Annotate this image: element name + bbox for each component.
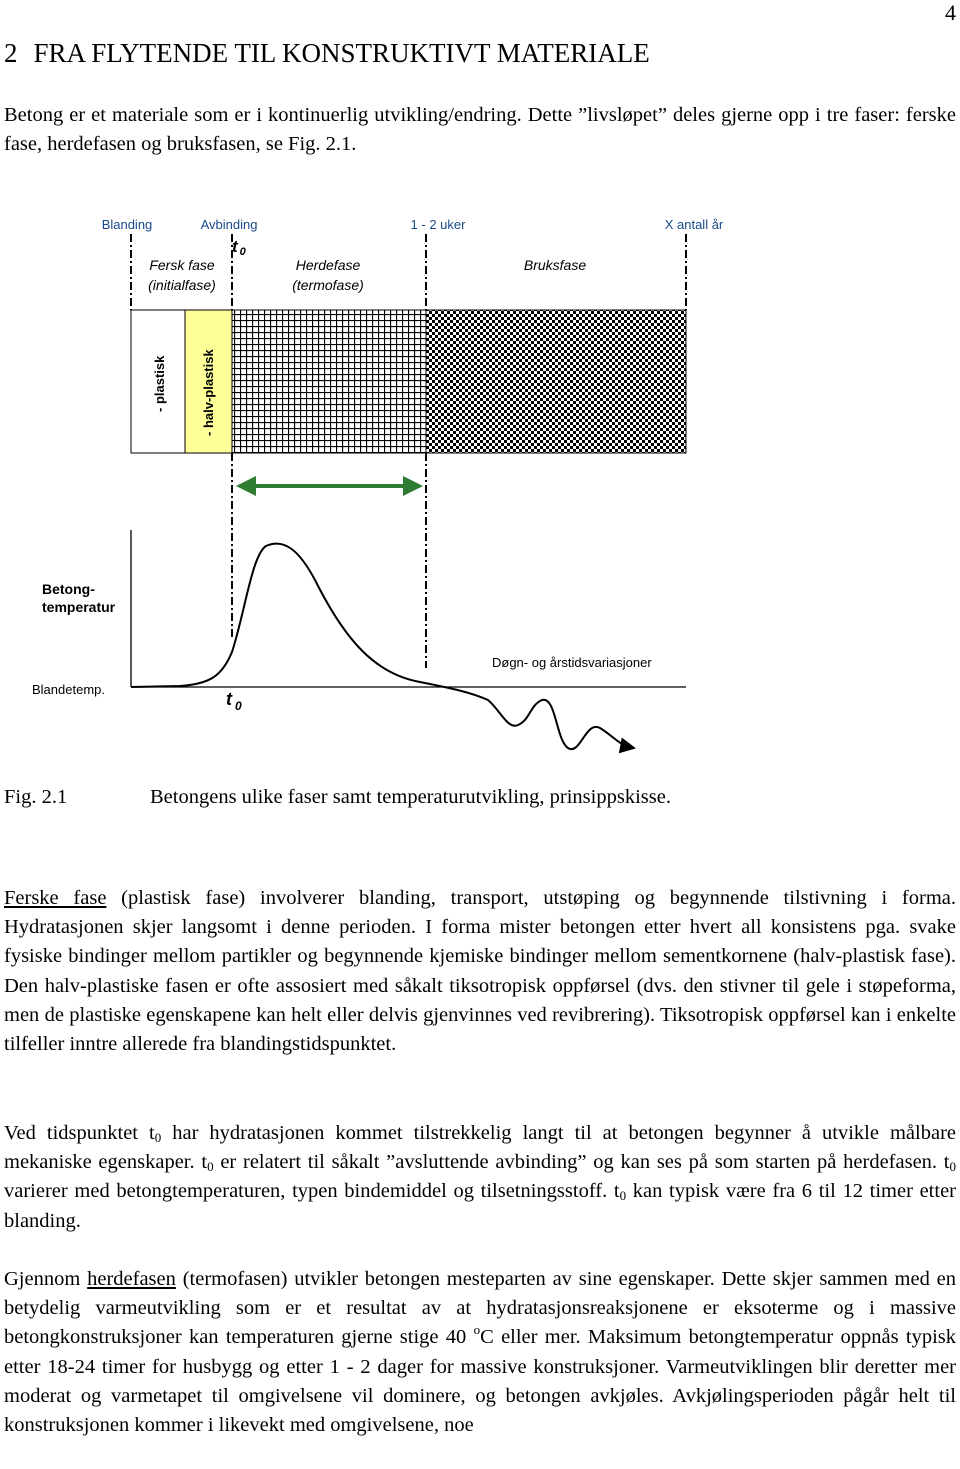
betong-temperatur-label-1: Betong- [42,581,95,597]
herdefase-label: Herdefase [295,257,361,273]
figure-caption-text: Betongens ulike faser samt temperaturutvikling, prinsippskisse. [150,786,671,808]
label-uker: 1 - 2 uker [410,217,466,232]
chapter-number: 2 [4,38,18,68]
chapter-title-text: FRA FLYTENDE TIL KONSTRUKTIVT MATERIALE [33,38,650,68]
figure-caption-number: Fig. 2.1 [4,786,68,808]
temperature-curve [131,544,634,750]
chapter-title [4,38,650,69]
initialfase-label: (initialfase) [148,277,216,293]
paragraph-t0: Ved tidspunktet $t_0$ har hydratasjonen kommet tilstrekkelig langt til at betongen begynner å utvikle målbare mekaniske egenskaper. $t_0$ er relatert til såkalt ”avsluttende avbinding” og kan ses på som starten på herdefasen. $t_0$ varierer med betongtemperaturen, typen bindemiddel og tilsetningsstoff. $t_0$ kan typisk være fra 6 til 12 timer etter blanding. [4,1122,956,1232]
blandetemp-label: Blandetemp. [32,682,105,697]
t0-top-label: t 0 [232,237,246,258]
service-bar [426,310,686,453]
label-blanding: Blanding [101,217,153,232]
betong-temperatur-label-2: temperatur [42,599,116,615]
term-ferske-fase: Ferske fase [4,887,107,909]
termofase-label: (termofase) [292,277,364,293]
hardening-bar [232,310,426,453]
plastisk-label: - plastisk [152,355,167,412]
t0-bottom-label: t $_0$ [226,689,242,713]
phase-figure [0,200,960,780]
fersk-fase-label: Fersk fase [149,257,215,273]
hardening-period-arrow [236,476,423,496]
intro-paragraph: Betong er et materiale som er i kontinuerlig utvikling/endring. Dette ”livsløpet” deles gjerne opp i tre faser: ferske fase, herdefasen og bruksfasen, se Fig. 2.1. [4,104,956,156]
page-number: 4 [945,0,956,25]
bruksfase-label: Bruksfase [523,257,587,273]
paragraph-ferske-fase: Ferske fase (plastisk fase) involverer blanding, transport, utstøping og begynnende tilstivning i forma. Hydratasjonen skjer langsomt i denne perioden. I forma mister betongen etter hvert all konsistens pga. svake fysiske bindinger mellom partikler og begynnende kjemiske bindinger mellom sementkornene (halv-plastisk fase). Den halv-plastiske fasen er ofte assosiert med såkalt tiksotropisk oppførsel (dvs. den stivner til gele i støpeforma, men de plastiske egenskapene kan helt eller delvis gjenvinnes ved revibrering). Tiksotropisk oppførsel kan i enkelte tilfeller inntre allerede fra blandingstidspunktet. [4,887,956,1056]
term-herdefasen: herdefasen [87,1268,176,1290]
label-avbinding: Avbinding [200,217,258,232]
variasjoner-label: Døgn- og årstidsvariasjoner [492,655,652,670]
label-antall-ar: X antall år [664,217,724,232]
paragraph-herdefasen: Gjennom herdefasen (termofasen) utvikler betongen mesteparten av sine egenskaper. Dette skjer sammen med en betydelig varmeutvikling som er et resultat av at hydratasjonsreaksjonene er eksoterme og i massive betongkonstruksjoner kan temperaturen gjerne stige 40 $^o$C eller mer. Maksimum betongtemperatur oppnås typisk etter 18-24 timer for husbygg og etter 1 - 2 dager for massive konstruksjoner. Varmeutviklingen blir deretter mer moderat og varmetapet til omgivelsene vil dominere, og betongen avkjøles. Avkjølingsperioden pågår helt til konstruksjonen kommer i likevekt med omgivelsene, noe [4,1268,956,1437]
halv-plastisk-label: - halv-plastisk [201,349,216,436]
